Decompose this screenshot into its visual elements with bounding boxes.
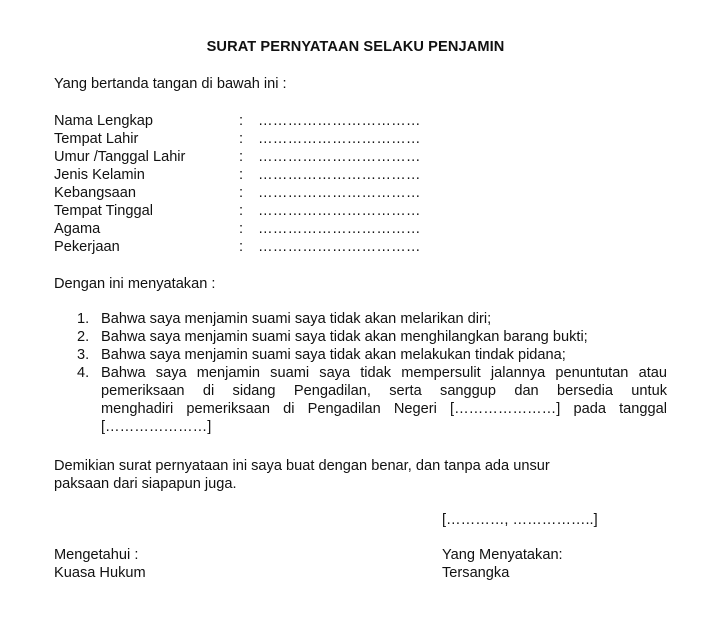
statement-list <box>54 310 666 436</box>
closing-line: paksaan dari siapapun juga. <box>54 476 237 492</box>
declaration-heading: Dengan ini menyatakan : <box>54 276 216 292</box>
field-row-agama <box>54 220 454 238</box>
list-item-line: menghadiri pemeriksaan di Pengadilan Negeri […………………] pada tanggal <box>101 401 667 417</box>
identity-fields <box>54 112 454 256</box>
field-row-umur-tanggal-lahir <box>54 148 454 166</box>
field-label: Agama <box>54 221 101 237</box>
list-item-text: Bahwa saya menjamin suami saya tidak akan melakukan tindak pidana; <box>101 347 566 363</box>
field-colon: : <box>239 113 244 129</box>
list-item-number: 1. <box>77 311 90 327</box>
field-blank: …………………………… <box>258 185 421 201</box>
list-item <box>54 364 666 436</box>
place-date-blank: […………, ……………..] <box>442 512 598 528</box>
list-item-line: pemeriksaan di sidang Pengadilan, serta sanggup dan bersedia untuk <box>101 383 667 399</box>
field-label: Kebangsaan <box>54 185 136 201</box>
list-item <box>54 310 666 328</box>
list-item-number: 2. <box>77 329 90 345</box>
field-blank: …………………………… <box>258 239 421 255</box>
intro-text: Yang bertanda tangan di bawah ini : <box>54 76 287 92</box>
signature-left-role: Kuasa Hukum <box>54 565 146 581</box>
field-colon: : <box>239 149 244 165</box>
signature-left-heading: Mengetahui : <box>54 547 139 563</box>
field-row-pekerjaan <box>54 238 454 256</box>
list-item-number: 3. <box>77 347 90 363</box>
field-row-tempat-tinggal <box>54 202 454 220</box>
field-blank: …………………………… <box>258 131 421 147</box>
list-item-text: Bahwa saya menjamin suami saya tidak akan menghilangkan barang bukti; <box>101 329 588 345</box>
list-item-text: Bahwa saya menjamin suami saya tidak akan melarikan diri; <box>101 311 492 327</box>
field-colon: : <box>239 203 244 219</box>
field-blank: …………………………… <box>258 113 421 129</box>
field-row-nama-lengkap <box>54 112 454 130</box>
list-item-text <box>101 364 667 436</box>
field-label: Tempat Lahir <box>54 131 139 147</box>
field-label: Umur /Tanggal Lahir <box>54 149 186 165</box>
field-colon: : <box>239 131 244 147</box>
field-label: Jenis Kelamin <box>54 167 145 183</box>
field-colon: : <box>239 167 244 183</box>
list-item <box>54 328 666 346</box>
field-blank: …………………………… <box>258 203 421 219</box>
field-blank: …………………………… <box>258 149 421 165</box>
field-colon: : <box>239 185 244 201</box>
field-label: Tempat Tinggal <box>54 203 153 219</box>
list-item <box>54 346 666 364</box>
field-colon: : <box>239 221 244 237</box>
field-blank: …………………………… <box>258 221 421 237</box>
signature-block-left <box>54 546 146 582</box>
list-item-line: Bahwa saya menjamin suami saya tidak mempersulit jalannya penuntutan atau <box>101 365 667 381</box>
signature-right-heading: Yang Menyatakan: <box>442 547 563 563</box>
field-row-tempat-lahir <box>54 130 454 148</box>
field-label: Pekerjaan <box>54 239 120 255</box>
document-title: SURAT PERNYATAAN SELAKU PENJAMIN <box>206 39 505 55</box>
field-colon: : <box>239 239 244 255</box>
field-blank: …………………………… <box>258 167 421 183</box>
field-label: Nama Lengkap <box>54 113 153 129</box>
field-row-kebangsaan <box>54 184 454 202</box>
list-item-line: […………………] <box>101 419 212 435</box>
list-item-number: 4. <box>77 365 90 381</box>
closing-paragraph <box>54 457 550 493</box>
signature-block-right <box>442 546 563 582</box>
signature-right-role: Tersangka <box>442 565 510 581</box>
field-row-jenis-kelamin <box>54 166 454 184</box>
closing-line: Demikian surat pernyataan ini saya buat dengan benar, dan tanpa ada unsur <box>54 458 550 474</box>
